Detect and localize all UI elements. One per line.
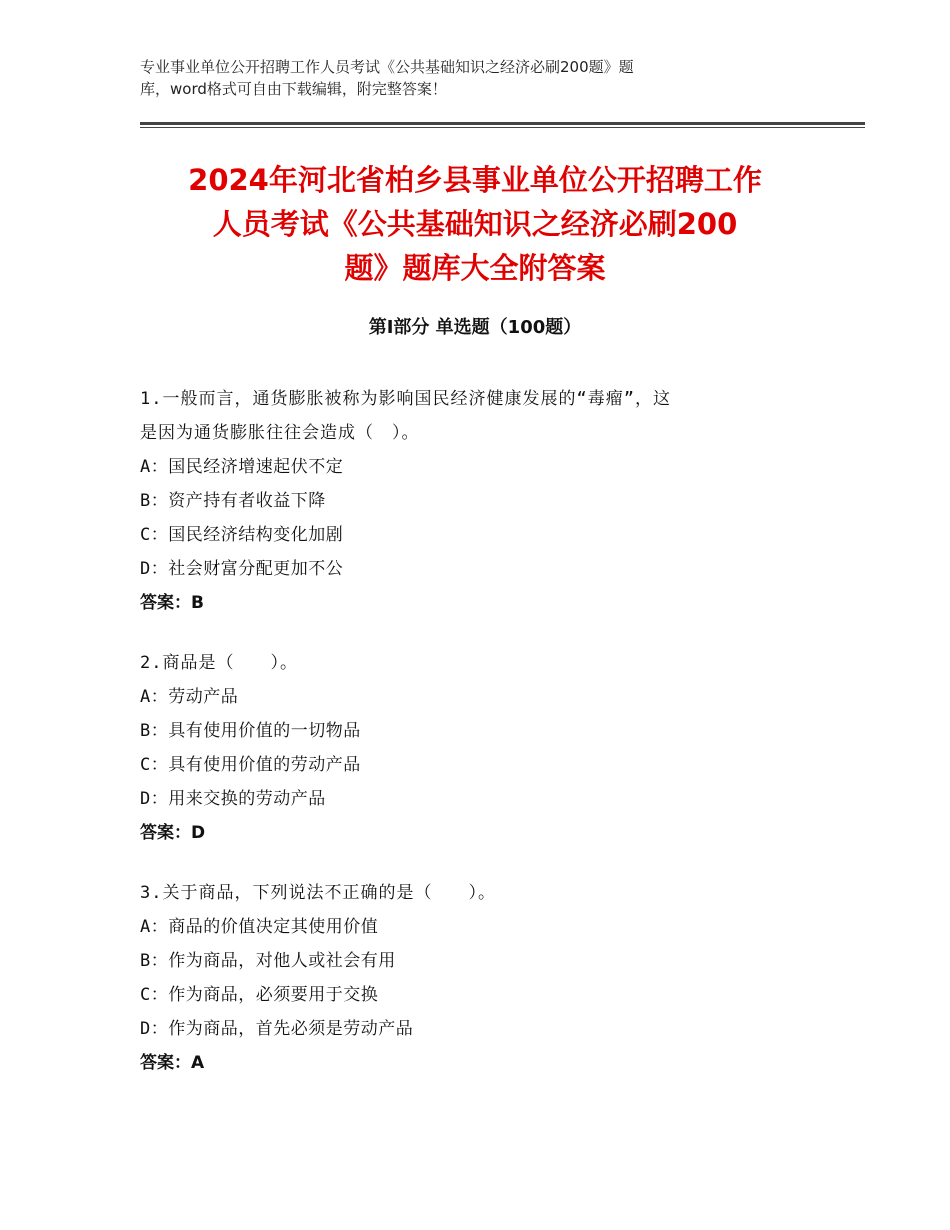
question-3-option-a: A：商品的价值决定其使用价值 (140, 917, 379, 937)
question-3 (140, 876, 820, 1080)
question-1-option-d: D：社会财富分配更加不公 (140, 559, 344, 579)
header-rule-thin (140, 127, 865, 128)
document-title-line-1: 2024年河北省柏乡县事业单位公开招聘工作 (188, 163, 762, 197)
header-note-line-1: 专业事业单位公开招聘工作人员考试《公共基础知识之经济必刷200题》题 (140, 58, 634, 76)
document-title (140, 158, 810, 290)
question-1-answer: 答案：B (140, 593, 204, 613)
question-3-stem-line-1: 3.关于商品，下列说法不正确的是（ ）。 (140, 883, 496, 903)
question-2-option-b: B：具有使用价值的一切物品 (140, 721, 361, 741)
question-list (140, 382, 820, 1106)
header-rule-thick (140, 122, 865, 125)
question-3-option-c: C：作为商品，必须要用于交换 (140, 985, 379, 1005)
question-2-answer: 答案：D (140, 823, 206, 843)
question-1-stem-line-1: 1.一般而言，通货膨胀被称为影响国民经济健康发展的“毒瘤”，这 (140, 389, 671, 409)
question-1-option-c: C：国民经济结构变化加剧 (140, 525, 344, 545)
question-2-stem-line-1: 2.商品是（ ）。 (140, 653, 298, 673)
question-1-option-b: B：资产持有者收益下降 (140, 491, 326, 511)
question-2-option-d: D：用来交换的劳动产品 (140, 789, 326, 809)
question-1-stem-line-2: 是因为通货膨胀往往会造成（ ）。 (140, 423, 420, 443)
question-3-answer: 答案：A (140, 1053, 205, 1073)
question-2-option-c: C：具有使用价值的劳动产品 (140, 755, 361, 775)
question-2 (140, 646, 820, 850)
document-title-line-2: 人员考试《公共基础知识之经济必刷200 (212, 207, 738, 241)
header-note (140, 56, 780, 100)
question-2-option-a: A：劳动产品 (140, 687, 239, 707)
question-1-option-a: A：国民经济增速起伏不定 (140, 457, 344, 477)
header-note-line-2: 库，word格式可自由下载编辑，附完整答案！ (140, 80, 447, 98)
question-3-option-b: B：作为商品，对他人或社会有用 (140, 951, 396, 971)
document-title-line-3: 题》题库大全附答案 (344, 251, 606, 285)
question-3-option-d: D：作为商品，首先必须是劳动产品 (140, 1019, 414, 1039)
section-heading: 第Ⅰ部分 单选题（100题） (368, 317, 582, 338)
question-1 (140, 382, 820, 620)
